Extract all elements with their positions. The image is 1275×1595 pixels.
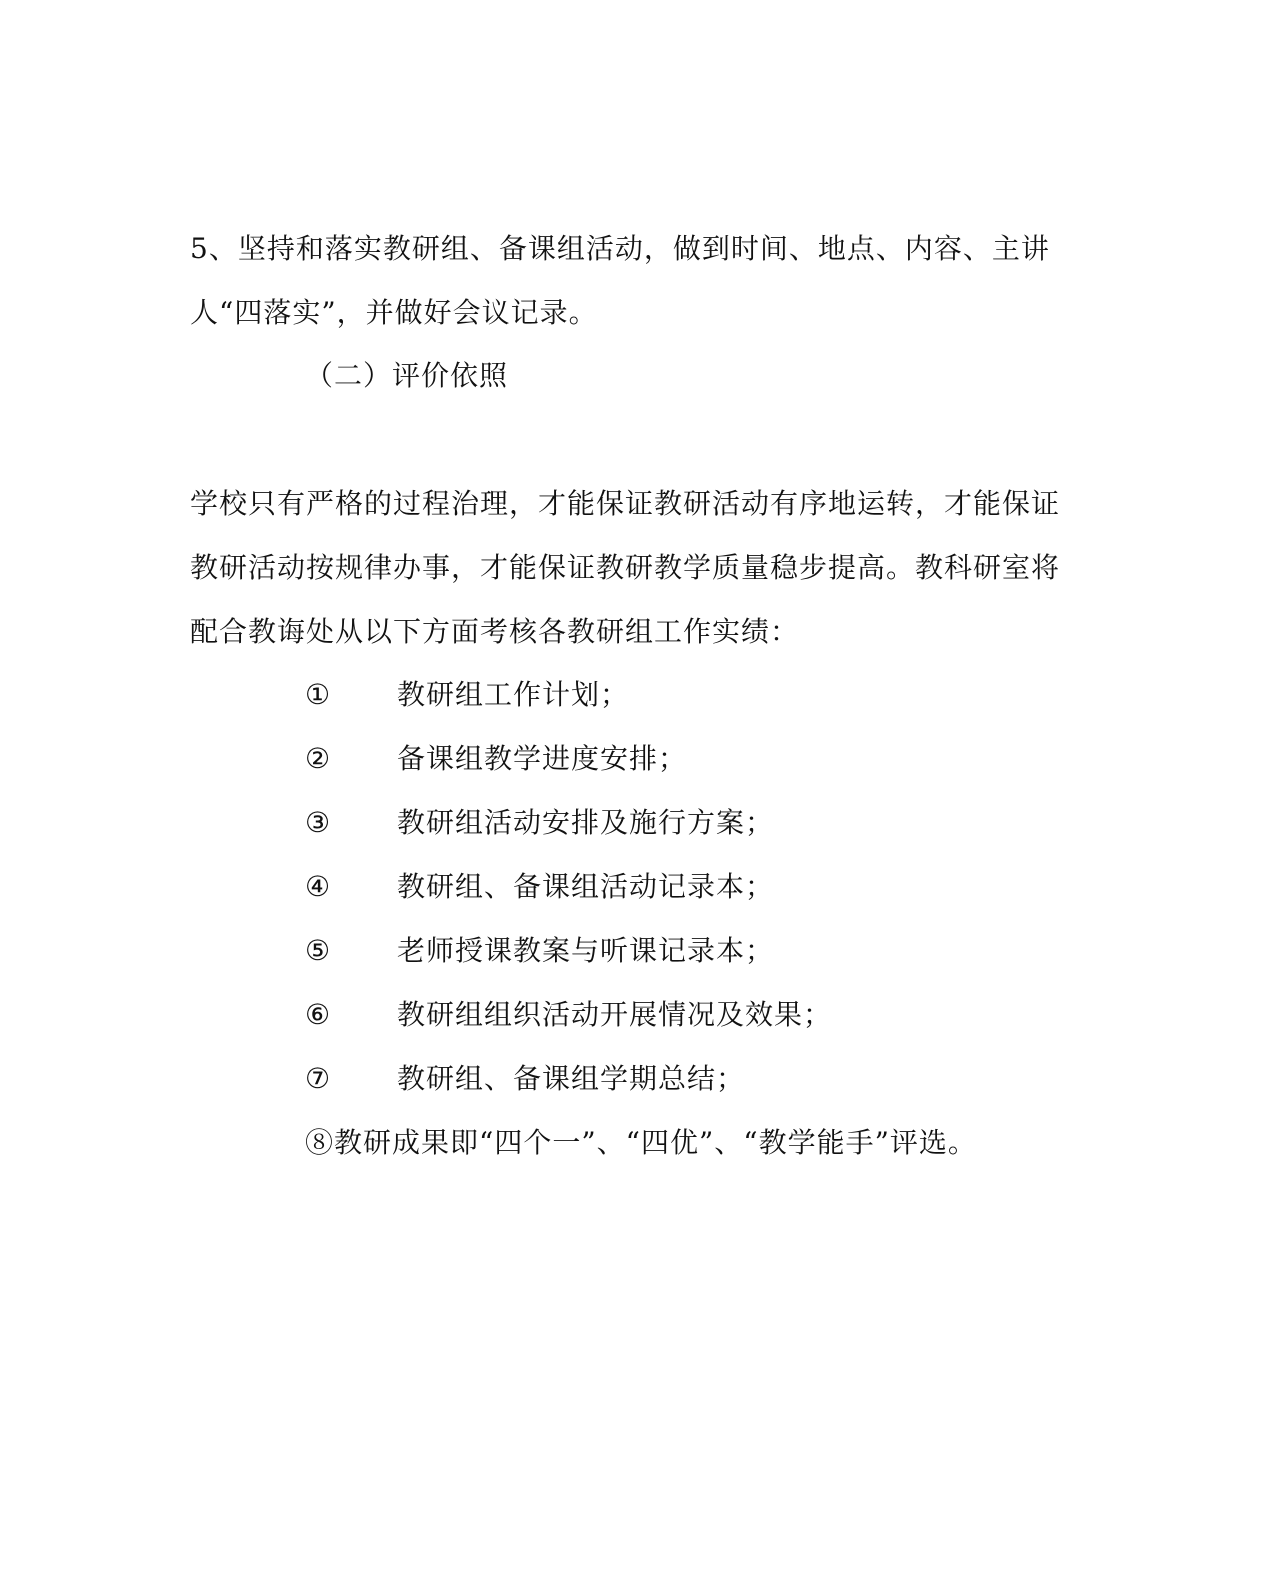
intro-paragraph-line-1: 学校只有严格的过程治理，才能保证教研活动有序地运转，才能保证: [190, 487, 1061, 520]
list-item-number: ③: [305, 806, 331, 839]
list-item-number: ⑤: [305, 934, 331, 967]
list-item-number: ⑥: [305, 998, 331, 1031]
list-item-number: ②: [305, 742, 331, 775]
list-item-last: ⑧教研成果即“四个一”、“四优”、“教学能手”评选。: [305, 1126, 977, 1159]
section-heading: （二）评价依照: [305, 359, 509, 392]
list-item-text: 备课组教学进度安排；: [397, 742, 688, 775]
list-item-text: 老师授课教案与听课记录本；: [397, 934, 775, 967]
intro-paragraph-line-2: 教研活动按规律办事，才能保证教研教学质量稳步提高。教科研室将: [190, 551, 1061, 584]
paragraph-5-line-1: 5、坚持和落实教研组、备课组活动，做到时间、地点、内容、主讲: [190, 232, 1050, 265]
list-item-text: 教研组组织活动开展情况及效果；: [397, 998, 833, 1031]
paragraph-5-line-2: 人“四落实”，并做好会议记录。: [190, 296, 598, 329]
list-item-text: 教研组工作计划；: [397, 678, 630, 711]
list-item-text: 教研组、备课组活动记录本；: [397, 870, 775, 903]
list-item-number: ⑦: [305, 1062, 331, 1095]
list-item-text: 教研组、备课组学期总结；: [397, 1062, 746, 1095]
list-item-number: ①: [305, 678, 331, 711]
list-item-text: 教研组活动安排及施行方案；: [397, 806, 775, 839]
intro-paragraph-line-3: 配合教诲处从以下方面考核各教研组工作实绩：: [190, 615, 800, 648]
list-item-number: ④: [305, 870, 331, 903]
